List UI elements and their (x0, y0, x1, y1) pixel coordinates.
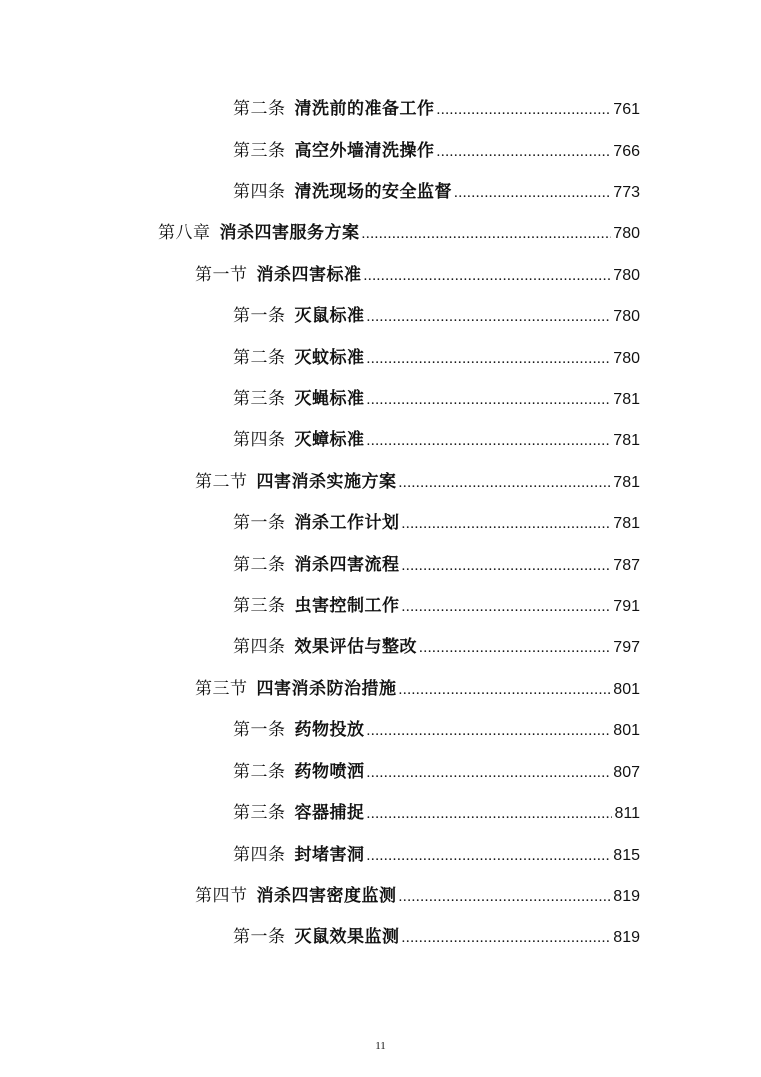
dot-leader (367, 758, 612, 788)
toc-entry-title: 灭鼠标准 (294, 306, 365, 326)
toc-entry-page: 811 (614, 805, 640, 822)
toc-entry-number: 第四条 (233, 845, 286, 865)
dot-leader (367, 716, 612, 746)
dot-leader (437, 137, 612, 167)
toc-entry-title: 四害消杀防治措施 (256, 679, 397, 699)
toc-entry-page: 781 (613, 515, 640, 532)
toc-entry-number: 第二条 (233, 348, 286, 368)
toc-entry-title: 药物喷洒 (294, 762, 365, 782)
toc-entry-title: 容器捕捉 (294, 803, 365, 823)
toc-entry[interactable] (233, 425, 640, 455)
toc-entry-number: 第四节 (195, 886, 248, 906)
dot-leader (399, 468, 612, 498)
toc-entry-page: 781 (613, 432, 640, 449)
toc-entry[interactable] (233, 550, 640, 580)
dot-leader (402, 592, 612, 622)
toc-entry-title: 效果评估与整改 (294, 637, 417, 657)
toc-entry-title: 清洗前的准备工作 (294, 99, 435, 119)
toc-entry-page: 773 (613, 184, 640, 201)
toc-entry-page: 801 (613, 722, 640, 739)
toc-entry[interactable] (158, 218, 640, 248)
dot-leader (367, 841, 612, 871)
toc-entry-page: 780 (613, 308, 640, 325)
dot-leader (364, 261, 612, 291)
dot-leader (367, 302, 612, 332)
toc-entry-page: 815 (613, 847, 640, 864)
toc-entry[interactable] (195, 260, 640, 290)
toc-entry-page: 781 (613, 391, 640, 408)
dot-leader (367, 385, 612, 415)
toc-entry-title: 消杀工作计划 (294, 513, 400, 533)
toc-entry-title: 消杀四害服务方案 (219, 223, 360, 243)
toc-entry-number: 第四条 (233, 430, 286, 450)
dot-leader (402, 509, 612, 539)
toc-entry-title: 消杀四害密度监测 (256, 886, 397, 906)
toc-entry[interactable] (233, 384, 640, 414)
toc-entry-number: 第四条 (233, 182, 286, 202)
toc-entry-page: 801 (613, 681, 640, 698)
toc-entry-title: 虫害控制工作 (294, 596, 400, 616)
toc-entry-number: 第二条 (233, 555, 286, 575)
toc-entry[interactable] (233, 136, 640, 166)
dot-leader (419, 633, 611, 663)
toc-entry-number: 第三节 (195, 679, 248, 699)
toc-entry-title: 药物投放 (294, 720, 365, 740)
toc-entry-page: 780 (613, 225, 640, 242)
toc-entry-number: 第三条 (233, 141, 286, 161)
toc-entry-page: 761 (613, 101, 640, 118)
dot-leader (367, 344, 612, 374)
toc-entry-page: 819 (613, 888, 640, 905)
toc-entry-title: 灭蚊标准 (294, 348, 365, 368)
toc-entry-title: 灭蟑标准 (294, 430, 365, 450)
dot-leader (402, 551, 612, 581)
toc-entry[interactable] (233, 715, 640, 745)
dot-leader (362, 219, 612, 249)
toc-entry-number: 第一条 (233, 720, 286, 740)
toc-entry[interactable] (195, 674, 640, 704)
toc-entry[interactable] (233, 922, 640, 952)
toc-entry-page: 791 (613, 598, 640, 615)
toc-entry-number: 第一条 (233, 927, 286, 947)
toc-entry-title: 清洗现场的安全监督 (294, 182, 452, 202)
toc-entry-number: 第三条 (233, 803, 286, 823)
toc-entry[interactable] (233, 798, 640, 828)
dot-leader (367, 799, 613, 829)
dot-leader (402, 923, 612, 953)
toc-entry-title: 灭鼠效果监测 (294, 927, 400, 947)
toc-entry[interactable] (195, 881, 640, 911)
toc-entry-page: 807 (613, 764, 640, 781)
toc-entry[interactable] (233, 591, 640, 621)
toc-entry-page: 781 (613, 474, 640, 491)
dot-leader (437, 95, 612, 125)
toc-entry[interactable] (233, 757, 640, 787)
toc-entry-number: 第三条 (233, 596, 286, 616)
toc-entry-page: 787 (613, 557, 640, 574)
toc-entry[interactable] (233, 94, 640, 124)
toc-entry-number: 第二节 (195, 472, 248, 492)
toc-entry-number: 第四条 (233, 637, 286, 657)
toc-entry-number: 第三条 (233, 389, 286, 409)
toc-entry[interactable] (233, 301, 640, 331)
toc-entry[interactable] (233, 508, 640, 538)
toc-entry-title: 消杀四害标准 (256, 265, 362, 285)
toc-entry-number: 第二条 (233, 99, 286, 119)
toc-entry-page: 780 (613, 267, 640, 284)
dot-leader (367, 426, 612, 456)
toc-entry-number: 第一条 (233, 513, 286, 533)
toc-entry[interactable] (233, 177, 640, 207)
dot-leader (399, 675, 612, 705)
toc-entry[interactable] (233, 840, 640, 870)
toc-entry-title: 封堵害洞 (294, 845, 365, 865)
dot-leader (454, 178, 611, 208)
toc-entry-title: 消杀四害流程 (294, 555, 400, 575)
toc-entry-page: 797 (613, 639, 640, 656)
toc-entry-title: 高空外墙清洗操作 (294, 141, 435, 161)
toc-entry-page: 766 (613, 143, 640, 160)
toc-entry-title: 四害消杀实施方案 (256, 472, 397, 492)
toc-entry-number: 第一节 (195, 265, 248, 285)
toc-entry[interactable] (233, 632, 640, 662)
toc-entry[interactable] (233, 343, 640, 373)
dot-leader (399, 882, 612, 912)
toc-entry-page: 780 (613, 350, 640, 367)
toc-entry-number: 第八章 (158, 223, 211, 243)
toc-entry-title: 灭蝇标准 (294, 389, 365, 409)
toc-entry-page: 819 (613, 929, 640, 946)
toc-entry-number: 第一条 (233, 306, 286, 326)
page-number: 11 (375, 1040, 386, 1052)
toc-entry[interactable] (195, 467, 640, 497)
toc-entry-number: 第二条 (233, 762, 286, 782)
